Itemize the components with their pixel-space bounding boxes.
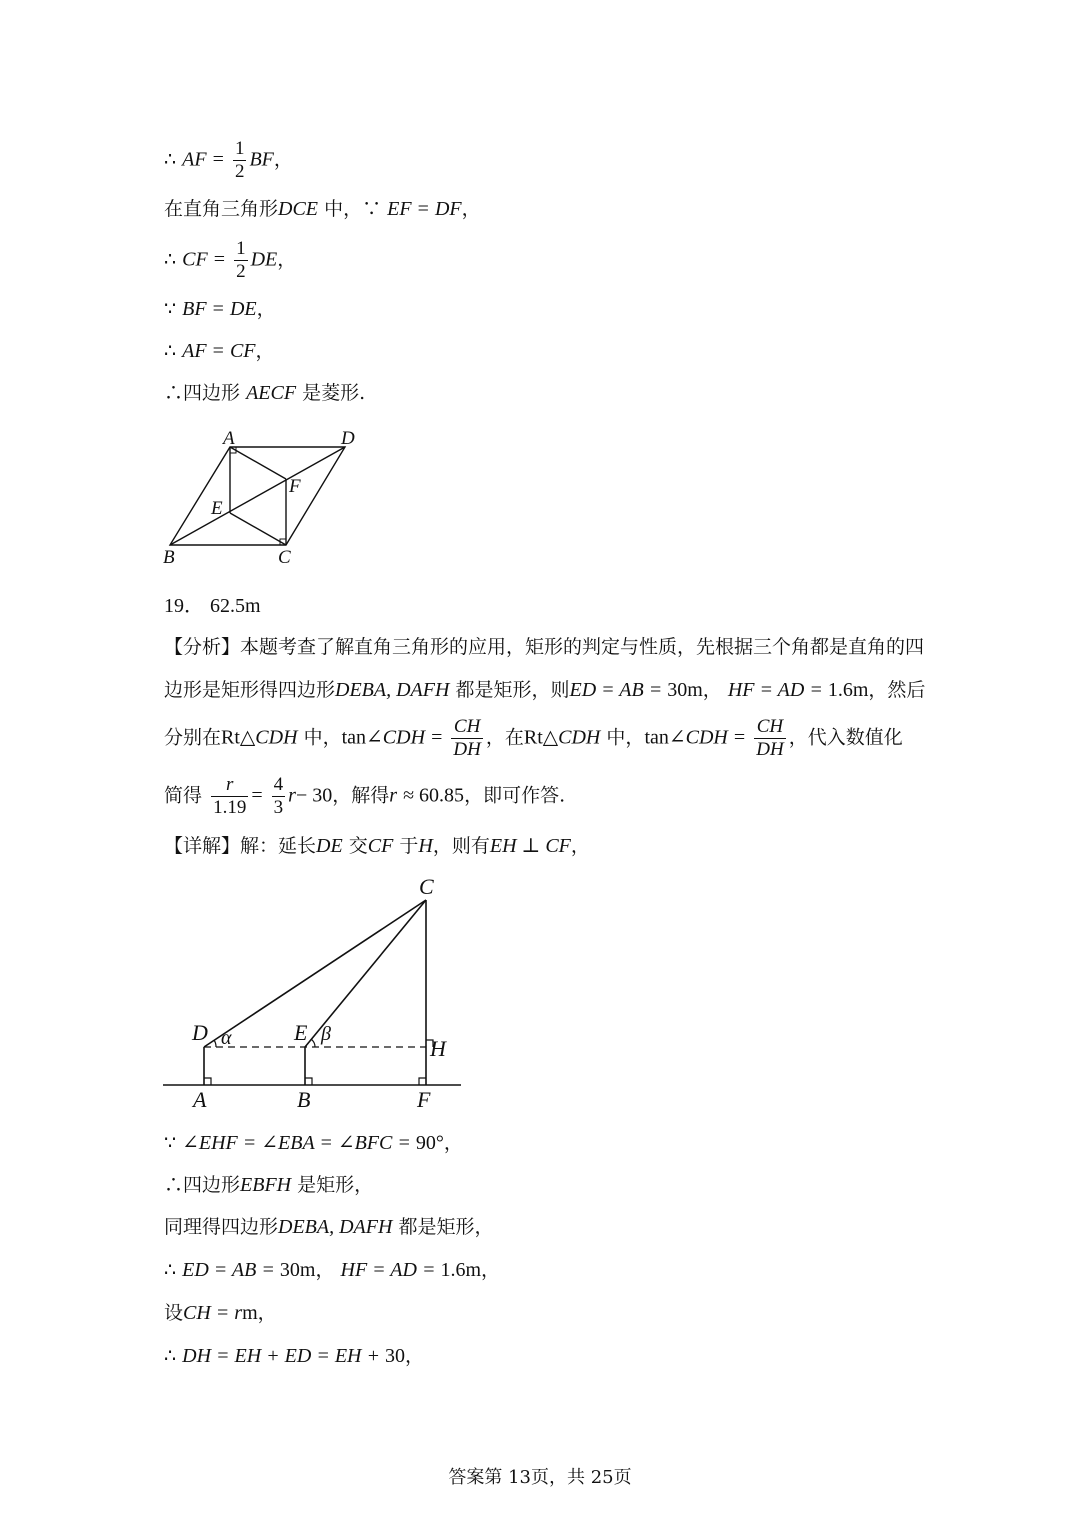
label-F: F: [417, 1087, 431, 1112]
angle-alpha-arc: [214, 1040, 216, 1047]
proof-line-6: ∴四边形 AECF 是菱形.: [164, 382, 366, 404]
analysis-line-2: 边形是矩形得四边形DEBA, DAFH 都是矩形，则ED = AB = 30m， HF = AD = 1.6m，然后: [164, 679, 926, 701]
label-alpha: α: [221, 1027, 232, 1049]
segment-AF: [230, 447, 286, 479]
proof-line-2: 在直角三角形DCE 中，∵ EF = DF，: [164, 198, 481, 220]
label-beta: β: [321, 1023, 331, 1045]
analysis-line-1: 【分析】本题考查了解直角三角形的应用，矩形的判定与性质，先根据三个角都是直角的四: [164, 636, 925, 658]
fraction-half: $\frac{1}{2}$: [234, 138, 245, 182]
label-D: D: [341, 428, 355, 449]
right-angle-mark-F: [419, 1078, 426, 1085]
label-E: E: [211, 498, 223, 519]
page-footer: 答案第 13页，共 25页: [448, 1467, 632, 1488]
label-B: B: [163, 547, 175, 568]
label-C: C: [419, 874, 434, 899]
label-D: D: [192, 1020, 208, 1045]
proof-line-4: ∵ BF = DE，: [164, 298, 276, 320]
label-E: E: [294, 1020, 308, 1045]
fraction-r-over-1.19: $\frac{r}{1.19}$: [213, 774, 247, 818]
label-F: F: [289, 476, 301, 497]
detail-tag: 【详解】: [164, 835, 241, 857]
diagonal-BD: [170, 447, 345, 545]
step-line-3: 同理得四边形DEBA, DAFH 都是矩形，: [164, 1216, 494, 1238]
right-angle-mark-B: [305, 1078, 312, 1085]
step-line-2: ∴四边形EBFH 是矩形，: [164, 1174, 374, 1196]
proof-line-1: ∴ AF = $\frac{1}{2}$ BF，: [164, 138, 293, 182]
step-line-6: ∴ DH = EH + ED = EH + 30，: [164, 1345, 425, 1367]
right-angle-mark-A: [204, 1078, 211, 1085]
step-line-5: 设CH = rm，: [164, 1302, 277, 1324]
label-H: H: [430, 1036, 446, 1061]
segment-DC: [204, 900, 426, 1047]
analysis-tag: 【分析】: [164, 636, 241, 658]
fraction-CH-DH: $\frac{CH}{DH}$: [453, 716, 481, 760]
step-line-4: ∴ ED = AB = 30m， HF = AD = 1.6m，: [164, 1259, 501, 1281]
label-A: A: [193, 1087, 207, 1112]
question-19-answer: 19． 62.5m: [164, 595, 261, 617]
analysis-line-3: 分别在Rt△CDH 中，tan∠CDH = $\frac{CH}{DH}$ ，在Rt△CDH 中，tan∠CDH = $\frac{CH}{DH}$ ，代入数值化: [164, 716, 903, 760]
detail-line: 【详解】解：延长DE 交CF 于H，则有EH ⊥ CF，: [164, 835, 590, 857]
analysis-line-4: 简得 $\frac{r}{1.19}$ = $\frac{4}{3}$ r− 30，解得r ≈ 60.85，即可作答.: [164, 774, 566, 818]
proof-line-3: ∴ CF = $\frac{1}{2}$ DE，: [164, 238, 297, 282]
label-C: C: [278, 547, 291, 568]
figure-parallelogram: [150, 420, 380, 570]
figure-height-measurement: [155, 870, 475, 1115]
fraction-half: $\frac{1}{2}$: [236, 238, 246, 282]
fraction-CH-DH: $\frac{CH}{DH}$: [756, 716, 784, 760]
step-line-1: ∵ ∠EHF = ∠EBA = ∠BFC = 90°，: [164, 1132, 463, 1154]
label-A: A: [223, 428, 235, 449]
angle-beta-arc: [311, 1039, 315, 1047]
fraction-4-3: $\frac{4}{3}$: [273, 774, 284, 818]
segment-EC: [230, 513, 286, 545]
proof-line-5: ∴ AF = CF，: [164, 340, 275, 362]
label-B: B: [297, 1087, 311, 1112]
